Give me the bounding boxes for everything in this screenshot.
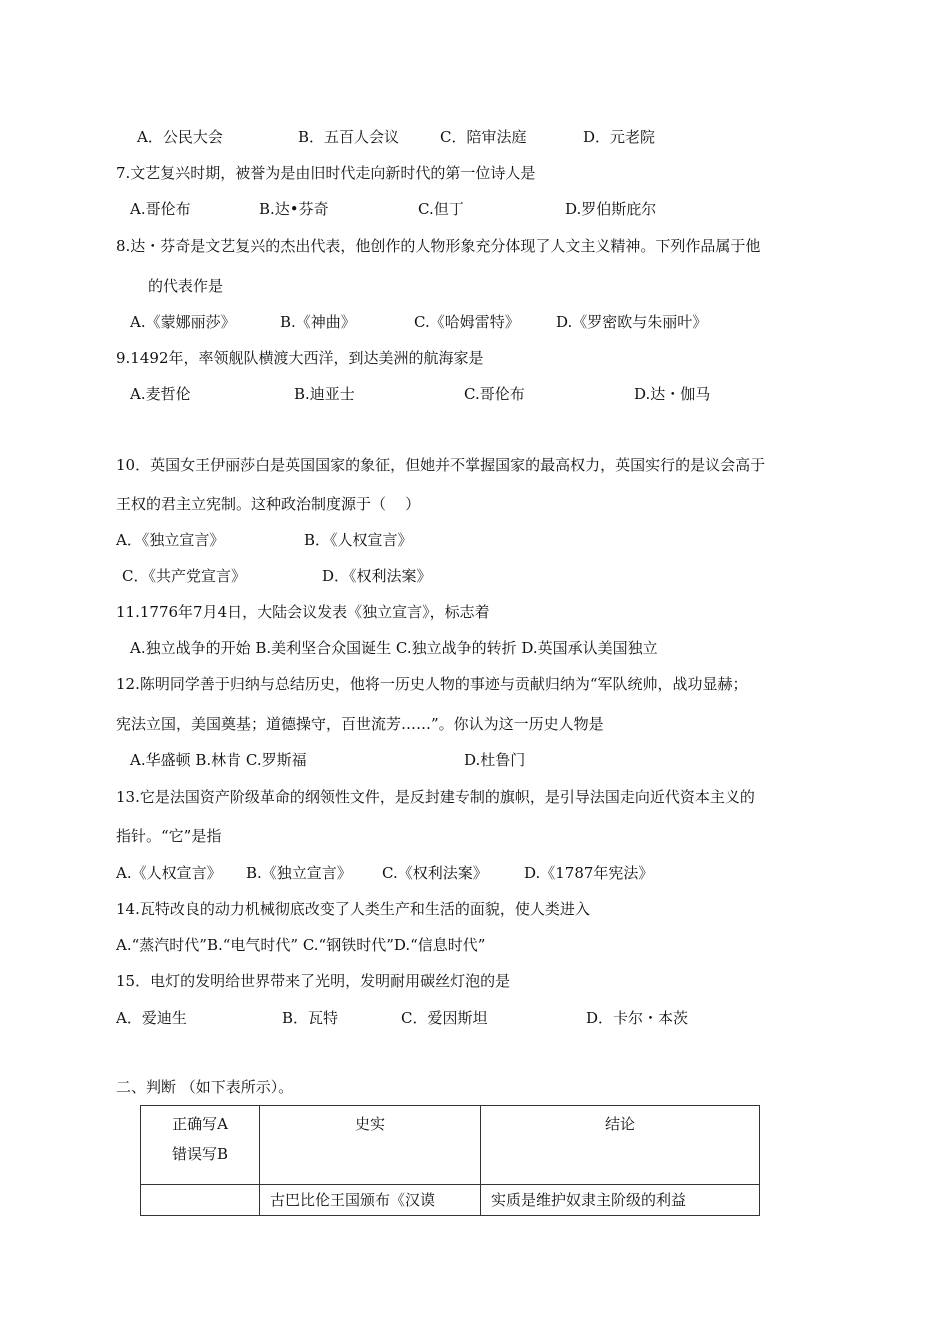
conclusion-cell [481,1185,760,1216]
q9-option-c: C.哥伦布 [464,385,525,403]
q11-stem: 11.1776年7月4日，大陆会议发表《独立宣言》，标志着 [116,603,490,621]
q10-option-d: D．《权利法案》 [322,567,432,585]
q10-option-a: A．《独立宣言》 [116,531,225,549]
q14-options: A.“蒸汽时代”B.“电气时代” C.“钢铁时代”D.“信息时代” [116,936,486,954]
q13-option-a: A.《人权宣言》 [116,864,222,882]
answer-cell[interactable] [141,1185,260,1216]
q6-option-d: D．元老院 [583,128,656,146]
q9-option-a: A.麦哲伦 [130,385,191,403]
row1-fact: 古巴比伦王国颁布《汉谟 [270,1191,436,1209]
q15-stem: 15．电灯的发明给世界带来了光明，发明耐用碳丝灯泡的是 [116,972,511,990]
q15-option-d: D．卡尔・本茨 [586,1009,689,1027]
q10-stem-line2: 王权的君主立宪制。这种政治制度源于（ ） [116,495,421,513]
q8-option-b: B.《神曲》 [280,313,356,331]
header-fact: 史实 [354,1115,385,1133]
header-conclusion-cell [481,1106,760,1185]
fact-cell [260,1185,481,1216]
judgment-table [140,1105,760,1216]
q6-option-c: C．陪审法庭 [440,128,527,146]
q12-stem-line1: 12.陈明同学善于归纳与总结历史，他将一历史人物的事迹与贡献归纳为“军队统帅，战功显赫； [116,675,748,693]
q12-stem-line2: 宪法立国，美国奠基；道德操守，百世流芳……”。你认为这一历史人物是 [116,715,604,733]
q8-stem-line1: 8.达・芬奇是文艺复兴的杰出代表，他创作的人物形象充分体现了人文主义精神。下列作品属于他 [116,237,761,255]
q10-option-c: C．《共产党宣言》 [122,567,246,585]
q10-option-b: B．《人权宣言》 [304,531,413,549]
q13-option-b: B.《独立宣言》 [246,864,352,882]
q9-option-b: B.迪亚士 [294,385,355,403]
header-conclusion: 结论 [604,1115,635,1133]
header-answer-cell [141,1106,260,1185]
q14-stem: 14.瓦特改良的动力机械彻底改变了人类生产和生活的面貌，使人类进入 [116,900,590,918]
q8-option-c: C.《哈姆雷特》 [414,313,520,331]
q11-options: A.独立战争的开始 B.美利坚合众国诞生 C.独立战争的转折 D.英国承认美国独立 [130,639,658,657]
section2-title: 二、判断 （如下表所示）。 [116,1078,294,1096]
q7-option-c: C.但丁 [418,200,464,218]
q13-stem-line1: 13.它是法国资产阶级革命的纲领性文件，是反封建专制的旗帜，是引导法国走向近代资本主义的 [116,788,755,806]
header-answer-line1: 正确写A [172,1115,228,1133]
q7-stem: 7.文艺复兴时期，被誉为是由旧时代走向新时代的第一位诗人是 [116,164,536,182]
q9-option-d: D.达・伽马 [634,385,711,403]
header-answer-line2: 错误写B [171,1145,229,1163]
q8-option-d: D.《罗密欧与朱丽叶》 [556,313,708,331]
q12-option-d: D.杜鲁门 [464,751,526,769]
q13-option-d: D.《1787年宪法》 [524,864,654,882]
q10-stem-line1: 10．英国女王伊丽莎白是英国国家的象征，但她并不掌握国家的最高权力，英国实行的是议会高于 [116,456,766,474]
q15-option-a: A．爱迪生 [116,1009,187,1027]
table-header-row [141,1106,760,1185]
table-row [141,1185,760,1216]
q7-option-d: D.罗伯斯庇尔 [565,200,657,218]
q7-option-b: B.达•芬奇 [259,200,329,218]
q13-option-c: C.《权利法案》 [382,864,488,882]
q8-option-a: A.《蒙娜丽莎》 [130,313,236,331]
q13-stem-line2: 指针。“它”是指 [116,827,222,845]
q8-stem-line2: 的代表作是 [148,277,224,295]
header-fact-cell [260,1106,481,1185]
q15-option-b: B．瓦特 [282,1009,339,1027]
q15-option-c: C．爱因斯坦 [401,1009,488,1027]
q6-option-b: B．五百人会议 [298,128,400,146]
q12-options-abc: A.华盛顿 B.林肯 C.罗斯福 [130,751,307,769]
row1-conclusion: 实质是维护奴隶主阶级的利益 [491,1191,687,1209]
q9-stem: 9.1492年，率领舰队横渡大西洋，到达美洲的航海家是 [116,349,484,367]
q6-option-a: A．公民大会 [137,128,223,146]
q7-option-a: A.哥伦布 [130,200,191,218]
